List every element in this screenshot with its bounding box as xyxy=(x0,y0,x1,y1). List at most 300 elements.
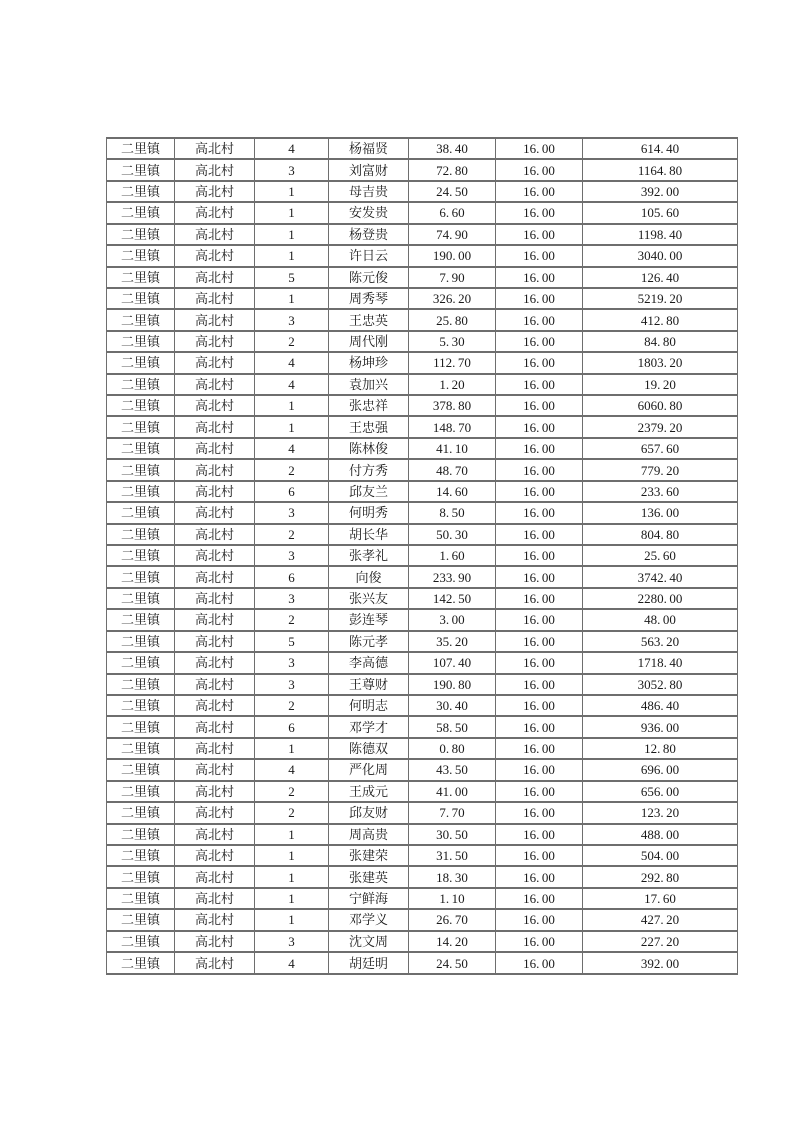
cell-town: 二里镇 xyxy=(107,459,175,480)
cell-unit-price: 16. 00 xyxy=(496,952,583,974)
cell-quantity: 1. 60 xyxy=(409,545,496,566)
cell-unit-price: 16. 00 xyxy=(496,888,583,909)
cell-quantity: 72. 80 xyxy=(409,159,496,180)
cell-unit-price: 16. 00 xyxy=(496,845,583,866)
cell-unit-price: 16. 00 xyxy=(496,566,583,587)
cell-unit-price: 16. 00 xyxy=(496,909,583,930)
cell-village: 高北村 xyxy=(175,631,255,652)
table-row xyxy=(107,652,738,673)
cell-village: 高北村 xyxy=(175,909,255,930)
table-page-region xyxy=(106,137,738,975)
cell-total-amount: 84. 80 xyxy=(583,331,738,352)
cell-town: 二里镇 xyxy=(107,545,175,566)
cell-group-number: 1 xyxy=(255,181,329,202)
cell-person-name: 宁鲜海 xyxy=(329,888,409,909)
cell-unit-price: 16. 00 xyxy=(496,738,583,759)
cell-person-name: 张兴友 xyxy=(329,588,409,609)
cell-unit-price: 16. 00 xyxy=(496,224,583,245)
cell-person-name: 邱友财 xyxy=(329,802,409,823)
cell-unit-price: 16. 00 xyxy=(496,181,583,202)
cell-town: 二里镇 xyxy=(107,759,175,780)
cell-unit-price: 16. 00 xyxy=(496,502,583,523)
table-row xyxy=(107,395,738,416)
cell-quantity: 0. 80 xyxy=(409,738,496,759)
cell-total-amount: 3742. 40 xyxy=(583,566,738,587)
cell-person-name: 何明志 xyxy=(329,695,409,716)
cell-total-amount: 2280. 00 xyxy=(583,588,738,609)
cell-unit-price: 16. 00 xyxy=(496,931,583,952)
table-row xyxy=(107,824,738,845)
cell-person-name: 胡长华 xyxy=(329,524,409,545)
cell-quantity: 7. 70 xyxy=(409,802,496,823)
cell-total-amount: 504. 00 xyxy=(583,845,738,866)
cell-person-name: 何明秀 xyxy=(329,502,409,523)
cell-village: 高北村 xyxy=(175,952,255,974)
cell-village: 高北村 xyxy=(175,416,255,437)
cell-total-amount: 936. 00 xyxy=(583,716,738,737)
cell-unit-price: 16. 00 xyxy=(496,524,583,545)
cell-unit-price: 16. 00 xyxy=(496,609,583,630)
cell-person-name: 陈元孝 xyxy=(329,631,409,652)
table-row xyxy=(107,309,738,330)
cell-unit-price: 16. 00 xyxy=(496,674,583,695)
cell-village: 高北村 xyxy=(175,802,255,823)
cell-group-number: 2 xyxy=(255,781,329,802)
cell-town: 二里镇 xyxy=(107,952,175,974)
cell-quantity: 1. 20 xyxy=(409,374,496,395)
table-row xyxy=(107,224,738,245)
cell-quantity: 41. 00 xyxy=(409,781,496,802)
cell-total-amount: 5219. 20 xyxy=(583,288,738,309)
cell-quantity: 112. 70 xyxy=(409,352,496,373)
cell-unit-price: 16. 00 xyxy=(496,245,583,266)
cell-town: 二里镇 xyxy=(107,267,175,288)
cell-total-amount: 2379. 20 xyxy=(583,416,738,437)
cell-group-number: 4 xyxy=(255,759,329,780)
table-row xyxy=(107,138,738,159)
cell-person-name: 杨福贤 xyxy=(329,138,409,159)
cell-total-amount: 19. 20 xyxy=(583,374,738,395)
cell-town: 二里镇 xyxy=(107,524,175,545)
table-row xyxy=(107,781,738,802)
cell-person-name: 王忠强 xyxy=(329,416,409,437)
cell-total-amount: 292. 80 xyxy=(583,866,738,887)
cell-quantity: 1. 10 xyxy=(409,888,496,909)
cell-group-number: 1 xyxy=(255,416,329,437)
cell-quantity: 50. 30 xyxy=(409,524,496,545)
cell-village: 高北村 xyxy=(175,524,255,545)
cell-total-amount: 126. 40 xyxy=(583,267,738,288)
cell-quantity: 14. 60 xyxy=(409,481,496,502)
cell-town: 二里镇 xyxy=(107,416,175,437)
table-row xyxy=(107,181,738,202)
table-row xyxy=(107,524,738,545)
cell-quantity: 326. 20 xyxy=(409,288,496,309)
cell-group-number: 1 xyxy=(255,824,329,845)
cell-town: 二里镇 xyxy=(107,931,175,952)
cell-total-amount: 25. 60 xyxy=(583,545,738,566)
cell-unit-price: 16. 00 xyxy=(496,631,583,652)
cell-group-number: 4 xyxy=(255,952,329,974)
table-row xyxy=(107,909,738,930)
cell-quantity: 24. 50 xyxy=(409,952,496,974)
cell-person-name: 杨坤珍 xyxy=(329,352,409,373)
cell-quantity: 190. 80 xyxy=(409,674,496,695)
cell-group-number: 3 xyxy=(255,159,329,180)
cell-town: 二里镇 xyxy=(107,716,175,737)
cell-town: 二里镇 xyxy=(107,309,175,330)
cell-village: 高北村 xyxy=(175,738,255,759)
cell-town: 二里镇 xyxy=(107,652,175,673)
cell-group-number: 2 xyxy=(255,609,329,630)
table-row xyxy=(107,331,738,352)
cell-person-name: 周秀琴 xyxy=(329,288,409,309)
cell-total-amount: 123. 20 xyxy=(583,802,738,823)
cell-unit-price: 16. 00 xyxy=(496,202,583,223)
cell-village: 高北村 xyxy=(175,224,255,245)
cell-total-amount: 1198. 40 xyxy=(583,224,738,245)
cell-town: 二里镇 xyxy=(107,566,175,587)
cell-total-amount: 1803. 20 xyxy=(583,352,738,373)
cell-group-number: 2 xyxy=(255,695,329,716)
cell-quantity: 148. 70 xyxy=(409,416,496,437)
cell-village: 高北村 xyxy=(175,331,255,352)
cell-village: 高北村 xyxy=(175,309,255,330)
cell-person-name: 严化周 xyxy=(329,759,409,780)
cell-village: 高北村 xyxy=(175,695,255,716)
cell-town: 二里镇 xyxy=(107,631,175,652)
cell-person-name: 邓学才 xyxy=(329,716,409,737)
cell-group-number: 3 xyxy=(255,502,329,523)
cell-unit-price: 16. 00 xyxy=(496,138,583,159)
cell-unit-price: 16. 00 xyxy=(496,331,583,352)
cell-group-number: 1 xyxy=(255,866,329,887)
cell-person-name: 杨登贵 xyxy=(329,224,409,245)
cell-village: 高北村 xyxy=(175,481,255,502)
table-row xyxy=(107,566,738,587)
table-row xyxy=(107,674,738,695)
cell-town: 二里镇 xyxy=(107,481,175,502)
cell-town: 二里镇 xyxy=(107,866,175,887)
cell-quantity: 14. 20 xyxy=(409,931,496,952)
cell-total-amount: 392. 00 xyxy=(583,952,738,974)
cell-total-amount: 6060. 80 xyxy=(583,395,738,416)
cell-total-amount: 1718. 40 xyxy=(583,652,738,673)
cell-group-number: 3 xyxy=(255,545,329,566)
cell-total-amount: 227. 20 xyxy=(583,931,738,952)
cell-quantity: 25. 80 xyxy=(409,309,496,330)
cell-town: 二里镇 xyxy=(107,674,175,695)
cell-group-number: 1 xyxy=(255,888,329,909)
cell-quantity: 190. 00 xyxy=(409,245,496,266)
cell-town: 二里镇 xyxy=(107,245,175,266)
table-body xyxy=(107,138,738,974)
cell-village: 高北村 xyxy=(175,352,255,373)
cell-village: 高北村 xyxy=(175,395,255,416)
cell-person-name: 安发贵 xyxy=(329,202,409,223)
cell-group-number: 4 xyxy=(255,438,329,459)
table-row xyxy=(107,866,738,887)
cell-town: 二里镇 xyxy=(107,781,175,802)
cell-group-number: 1 xyxy=(255,224,329,245)
cell-village: 高北村 xyxy=(175,759,255,780)
cell-town: 二里镇 xyxy=(107,352,175,373)
cell-person-name: 周代刚 xyxy=(329,331,409,352)
cell-quantity: 30. 50 xyxy=(409,824,496,845)
table-row xyxy=(107,931,738,952)
cell-person-name: 刘富财 xyxy=(329,159,409,180)
cell-person-name: 邱友兰 xyxy=(329,481,409,502)
cell-town: 二里镇 xyxy=(107,609,175,630)
cell-unit-price: 16. 00 xyxy=(496,545,583,566)
cell-person-name: 张孝礼 xyxy=(329,545,409,566)
cell-quantity: 8. 50 xyxy=(409,502,496,523)
cell-quantity: 6. 60 xyxy=(409,202,496,223)
cell-quantity: 24. 50 xyxy=(409,181,496,202)
cell-unit-price: 16. 00 xyxy=(496,416,583,437)
cell-group-number: 5 xyxy=(255,267,329,288)
cell-person-name: 王尊财 xyxy=(329,674,409,695)
cell-village: 高北村 xyxy=(175,888,255,909)
cell-total-amount: 427. 20 xyxy=(583,909,738,930)
cell-group-number: 1 xyxy=(255,738,329,759)
cell-unit-price: 16. 00 xyxy=(496,695,583,716)
table-row xyxy=(107,716,738,737)
cell-total-amount: 412. 80 xyxy=(583,309,738,330)
table-row xyxy=(107,159,738,180)
cell-town: 二里镇 xyxy=(107,824,175,845)
cell-person-name: 付方秀 xyxy=(329,459,409,480)
cell-quantity: 35. 20 xyxy=(409,631,496,652)
cell-total-amount: 17. 60 xyxy=(583,888,738,909)
cell-village: 高北村 xyxy=(175,459,255,480)
cell-village: 高北村 xyxy=(175,716,255,737)
cell-unit-price: 16. 00 xyxy=(496,716,583,737)
cell-group-number: 6 xyxy=(255,481,329,502)
cell-group-number: 3 xyxy=(255,588,329,609)
cell-town: 二里镇 xyxy=(107,181,175,202)
cell-village: 高北村 xyxy=(175,202,255,223)
cell-quantity: 18. 30 xyxy=(409,866,496,887)
table-row xyxy=(107,245,738,266)
cell-quantity: 107. 40 xyxy=(409,652,496,673)
cell-group-number: 4 xyxy=(255,352,329,373)
cell-group-number: 3 xyxy=(255,309,329,330)
cell-village: 高北村 xyxy=(175,267,255,288)
cell-person-name: 袁加兴 xyxy=(329,374,409,395)
cell-town: 二里镇 xyxy=(107,288,175,309)
cell-total-amount: 136. 00 xyxy=(583,502,738,523)
cell-town: 二里镇 xyxy=(107,224,175,245)
cell-person-name: 彭连琴 xyxy=(329,609,409,630)
cell-group-number: 3 xyxy=(255,674,329,695)
cell-person-name: 陈元俊 xyxy=(329,267,409,288)
cell-village: 高北村 xyxy=(175,438,255,459)
cell-quantity: 41. 10 xyxy=(409,438,496,459)
cell-group-number: 6 xyxy=(255,566,329,587)
table-row xyxy=(107,738,738,759)
cell-village: 高北村 xyxy=(175,824,255,845)
cell-group-number: 1 xyxy=(255,288,329,309)
cell-person-name: 许日云 xyxy=(329,245,409,266)
table-row xyxy=(107,438,738,459)
cell-total-amount: 105. 60 xyxy=(583,202,738,223)
cell-unit-price: 16. 00 xyxy=(496,824,583,845)
cell-quantity: 233. 90 xyxy=(409,566,496,587)
cell-unit-price: 16. 00 xyxy=(496,374,583,395)
cell-town: 二里镇 xyxy=(107,159,175,180)
cell-village: 高北村 xyxy=(175,245,255,266)
cell-group-number: 6 xyxy=(255,716,329,737)
cell-total-amount: 488. 00 xyxy=(583,824,738,845)
cell-quantity: 30. 40 xyxy=(409,695,496,716)
cell-town: 二里镇 xyxy=(107,374,175,395)
cell-village: 高北村 xyxy=(175,781,255,802)
table-row xyxy=(107,759,738,780)
cell-group-number: 3 xyxy=(255,652,329,673)
cell-group-number: 2 xyxy=(255,459,329,480)
cell-unit-price: 16. 00 xyxy=(496,781,583,802)
cell-person-name: 邓学义 xyxy=(329,909,409,930)
cell-village: 高北村 xyxy=(175,288,255,309)
cell-village: 高北村 xyxy=(175,181,255,202)
cell-group-number: 1 xyxy=(255,245,329,266)
cell-town: 二里镇 xyxy=(107,888,175,909)
cell-quantity: 142. 50 xyxy=(409,588,496,609)
cell-group-number: 1 xyxy=(255,395,329,416)
cell-village: 高北村 xyxy=(175,845,255,866)
cell-group-number: 4 xyxy=(255,138,329,159)
cell-person-name: 向俊 xyxy=(329,566,409,587)
cell-unit-price: 16. 00 xyxy=(496,288,583,309)
cell-group-number: 1 xyxy=(255,202,329,223)
cell-group-number: 1 xyxy=(255,845,329,866)
table-row xyxy=(107,374,738,395)
cell-unit-price: 16. 00 xyxy=(496,866,583,887)
cell-quantity: 38. 40 xyxy=(409,138,496,159)
cell-total-amount: 779. 20 xyxy=(583,459,738,480)
cell-unit-price: 16. 00 xyxy=(496,267,583,288)
table-row xyxy=(107,481,738,502)
cell-person-name: 王成元 xyxy=(329,781,409,802)
cell-unit-price: 16. 00 xyxy=(496,588,583,609)
cell-person-name: 张建荣 xyxy=(329,845,409,866)
table-row xyxy=(107,588,738,609)
table-row xyxy=(107,416,738,437)
cell-quantity: 31. 50 xyxy=(409,845,496,866)
cell-group-number: 2 xyxy=(255,331,329,352)
cell-town: 二里镇 xyxy=(107,438,175,459)
cell-town: 二里镇 xyxy=(107,138,175,159)
cell-village: 高北村 xyxy=(175,866,255,887)
cell-person-name: 张建英 xyxy=(329,866,409,887)
cell-village: 高北村 xyxy=(175,545,255,566)
table-row xyxy=(107,459,738,480)
table-row xyxy=(107,888,738,909)
cell-person-name: 陈林俊 xyxy=(329,438,409,459)
cell-total-amount: 486. 40 xyxy=(583,695,738,716)
cell-total-amount: 563. 20 xyxy=(583,631,738,652)
cell-quantity: 26. 70 xyxy=(409,909,496,930)
cell-total-amount: 614. 40 xyxy=(583,138,738,159)
cell-total-amount: 804. 80 xyxy=(583,524,738,545)
cell-unit-price: 16. 00 xyxy=(496,802,583,823)
cell-person-name: 母吉贵 xyxy=(329,181,409,202)
cell-quantity: 48. 70 xyxy=(409,459,496,480)
cell-group-number: 5 xyxy=(255,631,329,652)
cell-total-amount: 656. 00 xyxy=(583,781,738,802)
cell-unit-price: 16. 00 xyxy=(496,159,583,180)
cell-quantity: 7. 90 xyxy=(409,267,496,288)
cell-unit-price: 16. 00 xyxy=(496,759,583,780)
cell-village: 高北村 xyxy=(175,566,255,587)
cell-village: 高北村 xyxy=(175,588,255,609)
cell-total-amount: 3040. 00 xyxy=(583,245,738,266)
subsidy-table xyxy=(106,137,738,975)
cell-quantity: 3. 00 xyxy=(409,609,496,630)
cell-town: 二里镇 xyxy=(107,845,175,866)
cell-village: 高北村 xyxy=(175,674,255,695)
cell-person-name: 胡廷明 xyxy=(329,952,409,974)
cell-unit-price: 16. 00 xyxy=(496,481,583,502)
table-row xyxy=(107,802,738,823)
cell-town: 二里镇 xyxy=(107,738,175,759)
cell-total-amount: 12. 80 xyxy=(583,738,738,759)
cell-unit-price: 16. 00 xyxy=(496,438,583,459)
cell-unit-price: 16. 00 xyxy=(496,459,583,480)
cell-total-amount: 48. 00 xyxy=(583,609,738,630)
cell-quantity: 43. 50 xyxy=(409,759,496,780)
cell-group-number: 2 xyxy=(255,524,329,545)
cell-group-number: 1 xyxy=(255,909,329,930)
cell-person-name: 周高贵 xyxy=(329,824,409,845)
cell-total-amount: 1164. 80 xyxy=(583,159,738,180)
cell-total-amount: 233. 60 xyxy=(583,481,738,502)
cell-unit-price: 16. 00 xyxy=(496,352,583,373)
cell-quantity: 74. 90 xyxy=(409,224,496,245)
cell-village: 高北村 xyxy=(175,138,255,159)
table-row xyxy=(107,609,738,630)
cell-town: 二里镇 xyxy=(107,588,175,609)
cell-village: 高北村 xyxy=(175,609,255,630)
table-row xyxy=(107,631,738,652)
cell-village: 高北村 xyxy=(175,652,255,673)
table-row xyxy=(107,352,738,373)
cell-village: 高北村 xyxy=(175,374,255,395)
cell-town: 二里镇 xyxy=(107,802,175,823)
cell-village: 高北村 xyxy=(175,159,255,180)
cell-quantity: 378. 80 xyxy=(409,395,496,416)
table-row xyxy=(107,845,738,866)
cell-village: 高北村 xyxy=(175,502,255,523)
cell-person-name: 沈文周 xyxy=(329,931,409,952)
cell-town: 二里镇 xyxy=(107,909,175,930)
cell-group-number: 3 xyxy=(255,931,329,952)
cell-town: 二里镇 xyxy=(107,202,175,223)
cell-quantity: 58. 50 xyxy=(409,716,496,737)
table-row xyxy=(107,695,738,716)
cell-person-name: 李高德 xyxy=(329,652,409,673)
table-row xyxy=(107,202,738,223)
cell-village: 高北村 xyxy=(175,931,255,952)
cell-unit-price: 16. 00 xyxy=(496,395,583,416)
cell-unit-price: 16. 00 xyxy=(496,309,583,330)
table-row xyxy=(107,545,738,566)
cell-town: 二里镇 xyxy=(107,695,175,716)
cell-total-amount: 657. 60 xyxy=(583,438,738,459)
cell-group-number: 2 xyxy=(255,802,329,823)
table-row xyxy=(107,502,738,523)
